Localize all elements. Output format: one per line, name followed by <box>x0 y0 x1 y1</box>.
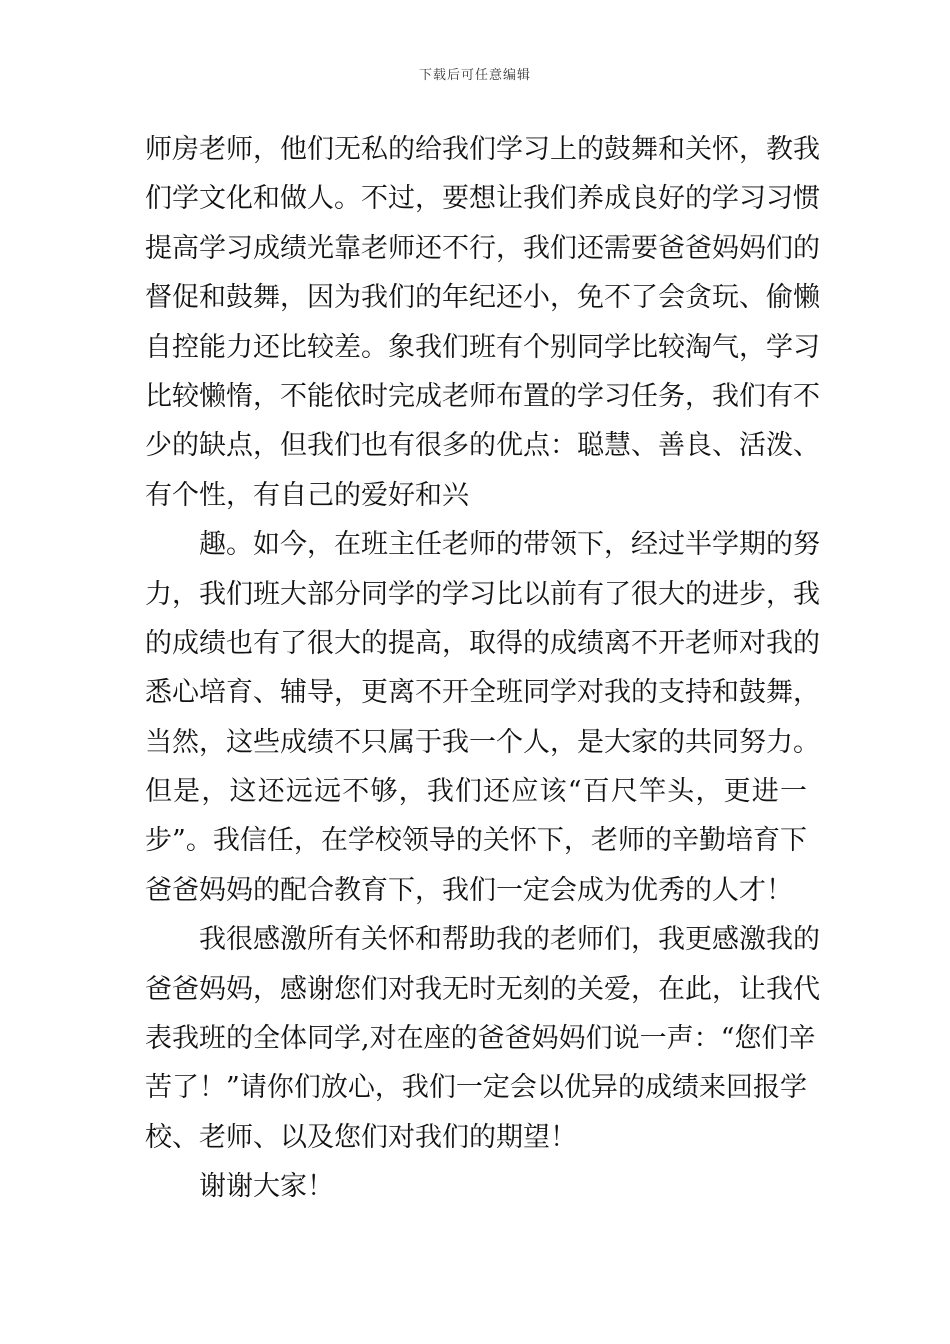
text-line: 谢谢大家！ <box>199 1171 334 1203</box>
text-line: 趣。如今，在班主任老师的带领下，经过半学期的努 <box>199 529 820 561</box>
text-line: 师房老师，他们无私的给我们学习上的鼓舞和关怀，教我 <box>145 134 820 165</box>
text-line: 爸爸妈妈的配合教育下，我们一定会成为优秀的人才！ <box>145 874 793 906</box>
text-line: 力，我们班大部分同学的学习比以前有了很大的进步，我 <box>145 578 820 610</box>
text-line: 校、老师、以及您们对我们的期望！ <box>145 1121 577 1153</box>
text-line: 苦了！”请你们放心，我们一定会以优异的成绩来回报学 <box>145 1072 807 1104</box>
text-line: 有个性，有自己的爱好和兴 <box>145 479 469 511</box>
text-line: 当然，这些成绩不只属于我一个人，是大家的共同努力。 <box>145 726 820 758</box>
text-line: 步”。我信任，在学校领导的关怀下，老师的辛勤培育下 <box>145 825 807 857</box>
text-line: 的成绩也有了很大的提高，取得的成绩离不开老师对我的 <box>145 627 820 659</box>
text-line: 悉心培育、辅导，更离不开全班同学对我的支持和鼓舞， <box>145 677 820 709</box>
document-body <box>145 125 820 1212</box>
text-line: 表我班的全体同学,对在座的爸爸妈妈们说一声：“您们辛 <box>145 1023 816 1055</box>
text-line: 督促和鼓舞，因为我们的年纪还小，免不了会贪玩、偷懒 <box>145 282 820 314</box>
text-line: 但是，这还远远不够，我们还应该“百尺竿头，更进一 <box>145 776 807 808</box>
text-line: 们学文化和做人。不过，要想让我们养成良好的学习习惯 <box>145 183 820 215</box>
text-line: 自控能力还比较差。象我们班有个别同学比较淘气，学习 <box>145 331 820 363</box>
text-line: 爸爸妈妈，感谢您们对我无时无刻的关爱，在此，让我代 <box>145 973 820 1005</box>
text-line: 少的缺点，但我们也有很多的优点：聪慧、善良、活泼、 <box>145 430 820 462</box>
page-header: 下载后可任意编辑 <box>418 68 531 83</box>
text-line: 我很感激所有关怀和帮助我的老师们，我更感激我的 <box>199 924 820 956</box>
text-line: 比较懒惰，不能依时完成老师布置的学习任务，我们有不 <box>145 380 820 412</box>
text-line: 提高学习成绩光靠老师还不行，我们还需要爸爸妈妈们的 <box>145 232 820 264</box>
